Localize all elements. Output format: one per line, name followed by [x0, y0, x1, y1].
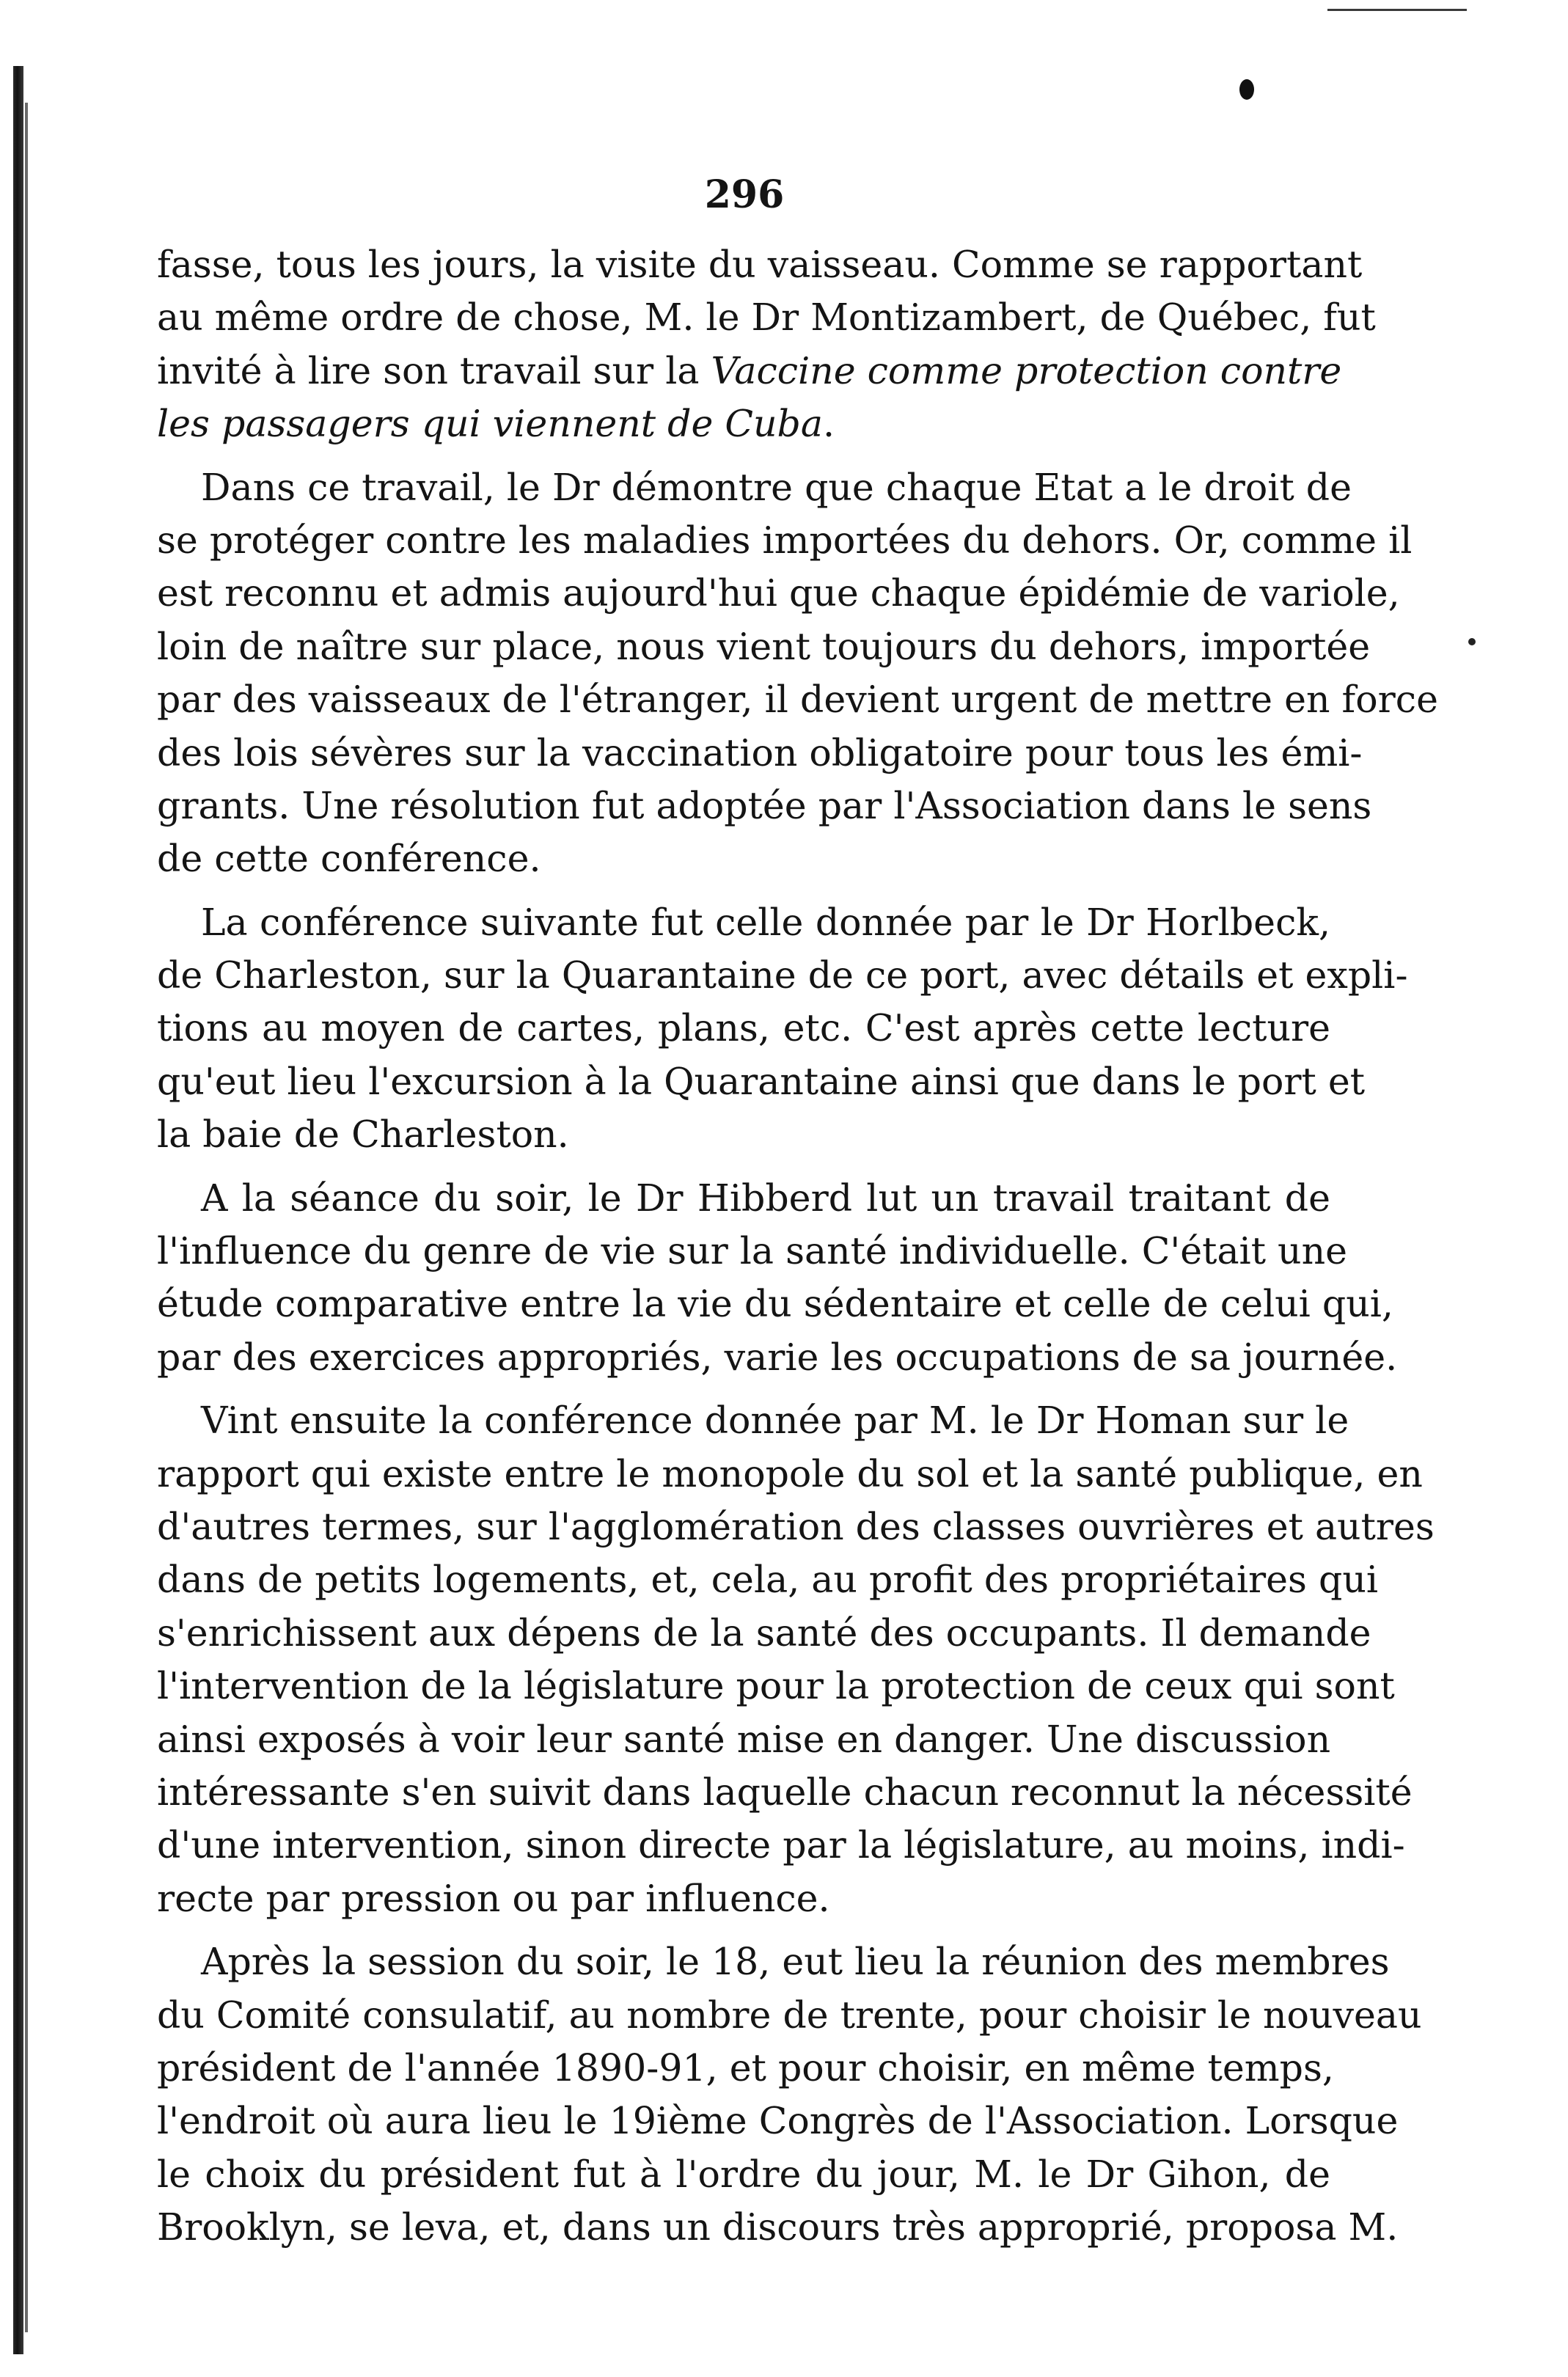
- binding-edge-shadow: [25, 103, 28, 2332]
- title-italic: les passagers qui viennent de Cuba: [157, 402, 823, 446]
- text-run: invité à lire son travail sur la: [157, 348, 711, 392]
- text-line: se protéger contre les maladies importées du dehors. Or, comme il: [157, 518, 1413, 562]
- text-line: recte par pression ou par influence.: [157, 1876, 830, 1920]
- text-line: la baie de Charleston.: [157, 1113, 569, 1157]
- text-line: président de l'année 1890-91, et pour choisir, en même temps,: [157, 2045, 1334, 2090]
- paragraph-5: [157, 1394, 1435, 1925]
- text-line: de cette conférence.: [157, 837, 541, 881]
- text-line: fasse, tous les jours, la visite du vaisseau. Comme se rapportant: [157, 243, 1363, 286]
- ink-blot: [1239, 79, 1254, 100]
- text-line: par des vaisseaux de l'étranger, il devient urgent de mettre en force: [157, 678, 1438, 722]
- text-run: .: [823, 402, 835, 446]
- text-line: des lois sévères sur la vaccination obligatoire pour tous les émi-: [157, 730, 1363, 774]
- text-line: de Charleston, sur la Quarantaine de ce port, avec détails et expli-: [157, 953, 1408, 997]
- paragraph-3: [157, 896, 1408, 1162]
- text-line: dans de petits logements, et, cela, au profit des propriétaires qui: [157, 1558, 1378, 1602]
- text-line: Vint ensuite la conférence donnée par M. le Dr Homan sur le: [201, 1399, 1349, 1443]
- body-text: [157, 238, 1438, 2254]
- text-line: tions au moyen de cartes, plans, etc. C'est après cette lecture: [157, 1006, 1330, 1050]
- page-number: 296: [704, 172, 785, 217]
- text-line: [157, 398, 1330, 450]
- text-line: s'enrichissent aux dépens de la santé des occupants. Il demande: [157, 1611, 1371, 1655]
- text-line: l'intervention de la législature pour la protection de ceux qui sont: [157, 1664, 1395, 1708]
- text-line: Dans ce travail, le Dr démontre que chaque Etat a le droit de: [201, 465, 1352, 509]
- text-line: [157, 345, 1342, 398]
- text-line: grants. Une résolution fut adoptée par l'Association dans le sens: [157, 783, 1372, 827]
- binding-edge: [13, 66, 23, 2354]
- paragraph-4: [157, 1172, 1398, 1385]
- text-line: rapport qui existe entre le monopole du sol et la santé publique, en: [157, 1451, 1423, 1495]
- text-line: par des exercices appropriés, varie les occupations de sa journée.: [157, 1335, 1398, 1379]
- text-line: qu'eut lieu l'excursion à la Quarantaine ainsi que dans le port et: [157, 1059, 1366, 1103]
- paragraph-2: [157, 461, 1438, 886]
- text-line: Après la session du soir, le 18, eut lieu la réunion des membres: [201, 1940, 1390, 1984]
- title-italic: Vaccine comme protection contre: [711, 348, 1342, 392]
- text-line: étude comparative entre la vie du sédentaire et celle de celui qui,: [157, 1282, 1393, 1326]
- text-line: du Comité consulatif, au nombre de trente, pour choisir le nouveau: [157, 1993, 1422, 2037]
- text-line: Brooklyn, se leva, et, dans un discours très approprié, proposa M.: [157, 2205, 1399, 2249]
- text-line: A la séance du soir, le Dr Hibberd lut un travail traitant de: [201, 1176, 1330, 1220]
- text-line: intéressante s'en suivit dans laquelle chacun reconnut la nécessité: [157, 1770, 1413, 1814]
- paragraph-6: [157, 1935, 1422, 2254]
- text-line: d'une intervention, sinon directe par la législature, au moins, indi-: [157, 1823, 1405, 1867]
- paragraph-1: [157, 238, 1376, 451]
- text-line: le choix du président fut à l'ordre du jour, M. le Dr Gihon, de: [157, 2152, 1330, 2196]
- text-line: d'autres termes, sur l'agglomération des classes ouvrières et autres: [157, 1504, 1435, 1548]
- text-line: ainsi exposés à voir leur santé mise en danger. Une discussion: [157, 1717, 1331, 1761]
- ink-speck: [1468, 638, 1476, 645]
- top-rule: [1327, 9, 1467, 11]
- text-line: loin de naître sur place, nous vient toujours du dehors, importée: [157, 624, 1371, 668]
- text-line: au même ordre de chose, M. le Dr Montizambert, de Québec, fut: [157, 296, 1376, 340]
- text-line: l'influence du genre de vie sur la santé individuelle. C'était une: [157, 1229, 1347, 1273]
- text-line: La conférence suivante fut celle donnée par le Dr Horlbeck,: [201, 900, 1330, 944]
- text-line: est reconnu et admis aujourd'hui que chaque épidémie de variole,: [157, 571, 1400, 615]
- text-line: l'endroit où aura lieu le 19ième Congrès de l'Association. Lorsque: [157, 2099, 1399, 2143]
